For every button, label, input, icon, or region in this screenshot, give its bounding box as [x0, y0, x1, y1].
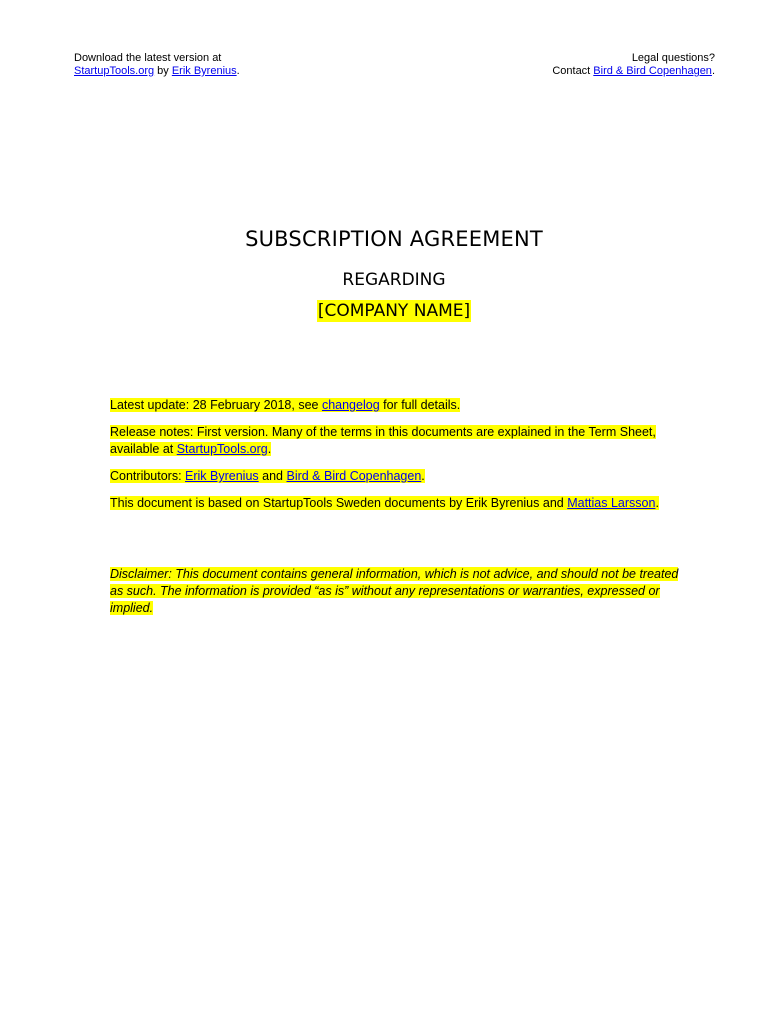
header-download-note — [74, 52, 240, 78]
legal-questions-label: Legal questions? — [631, 52, 715, 64]
startuptools-link[interactable]: StartupTools.org — [74, 65, 155, 77]
release-suffix: . — [267, 442, 272, 456]
contact-line — [552, 65, 715, 78]
contributors-label: Contributors: — [110, 469, 186, 483]
based-on-note — [110, 495, 685, 512]
update-suffix: for full details. — [379, 398, 461, 412]
company-name-text: [COMPANY NAME] — [317, 301, 471, 321]
header-legal-note — [552, 52, 715, 78]
changelog-link[interactable]: changelog — [321, 398, 380, 412]
company-name-placeholder — [0, 299, 770, 323]
contributor-erik-link[interactable]: Erik Byrenius — [185, 469, 259, 483]
contributors-suffix: . — [421, 469, 425, 483]
mattias-larsson-link[interactable]: Mattias Larsson — [567, 496, 656, 510]
by-text: by — [154, 65, 172, 77]
update-text: Latest update: 28 February 2018, see — [110, 398, 322, 412]
period-text: . — [236, 65, 240, 77]
contributors-note — [110, 468, 685, 485]
release-notes — [110, 424, 685, 458]
based-on-suffix: . — [655, 496, 659, 510]
disclaimer-text: Disclaimer: This document contains general information, which is not advice, and should not be treated as such. The information is provided “as is” without any representations or warranties, expressed or implied. — [110, 567, 679, 615]
regarding-label: REGARDING — [342, 270, 446, 290]
and-text: and — [258, 469, 287, 483]
download-label: Download the latest version at — [74, 52, 222, 64]
startuptools-release-link[interactable]: StartupTools.org — [176, 442, 268, 456]
document-title: SUBSCRIPTION AGREEMENT — [245, 227, 543, 251]
release-text: Release notes: First version. Many of the terms in this documents are explained in the Term Sheet, available at — [110, 425, 656, 456]
period-text: . — [711, 65, 715, 77]
erik-byrenius-link[interactable]: Erik Byrenius — [171, 65, 237, 77]
document-notes — [110, 397, 685, 522]
latest-update-note — [110, 397, 685, 414]
disclaimer-note — [110, 566, 680, 617]
contributor-bird-link[interactable]: Bird & Bird Copenhagen — [286, 469, 422, 483]
contact-text: Contact — [552, 65, 594, 77]
based-on-text: This document is based on StartupTools Sweden documents by Erik Byrenius and — [110, 496, 568, 510]
bird-bird-link[interactable]: Bird & Bird Copenhagen — [593, 65, 712, 77]
download-links — [74, 65, 240, 78]
